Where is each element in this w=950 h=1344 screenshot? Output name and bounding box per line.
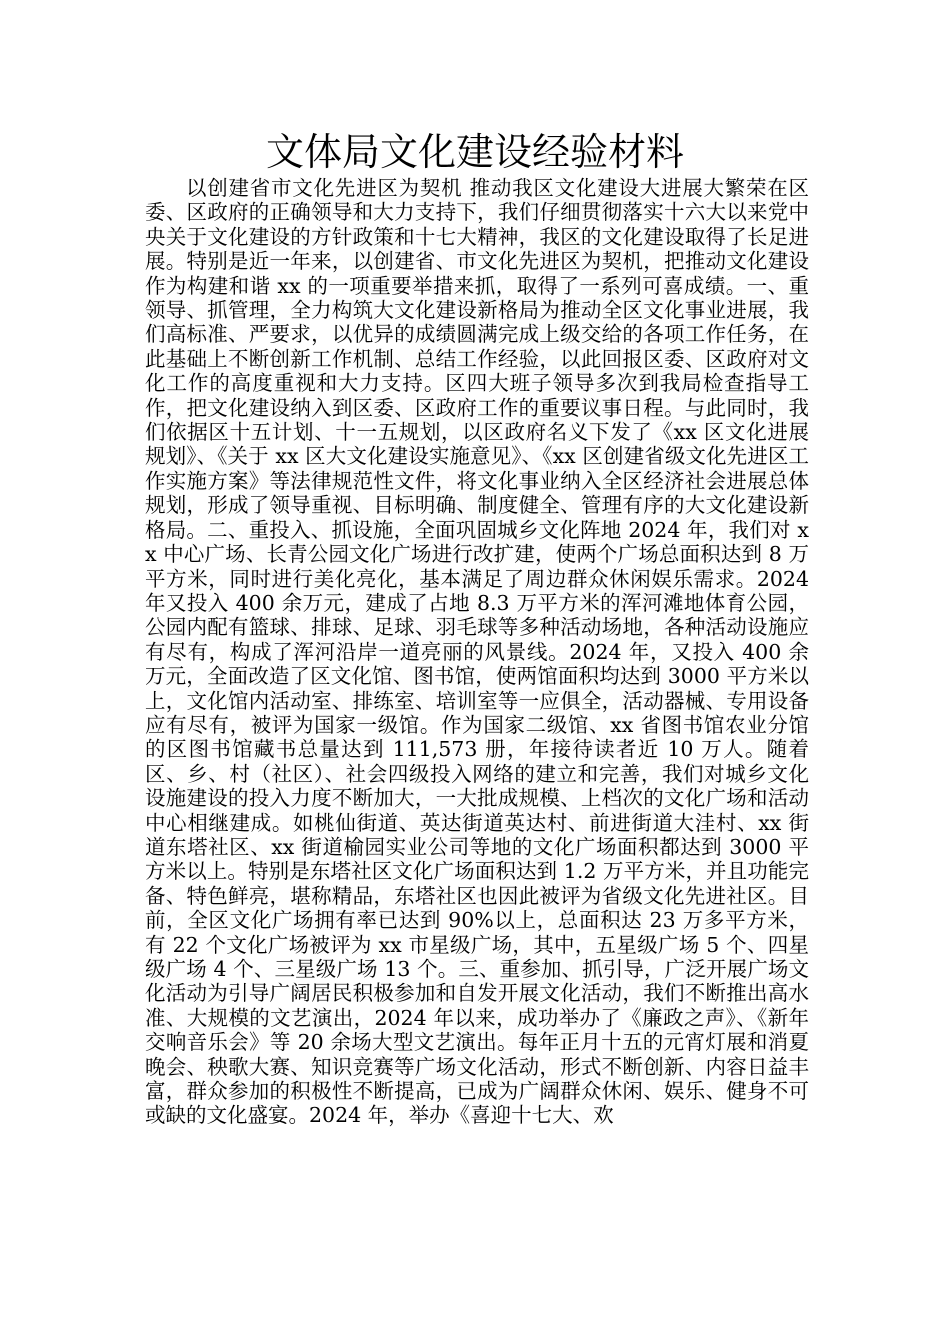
document-body-text: 以创建省市文化先进区为契机 推动我区文化建设大进展大繁荣在区委、区政府的正确领导和大力支持下，我们仔细贯彻落实十六大以来党中央关于文化建设的方针政策和十七大精神，我区的文化建设取得了长足进展。特别是近一年来，以创建省、市文化先进区为契机，把推动文化建设作为构建和谐 xx 的一项重要举措来抓，取得了一系列可喜成绩。一、重领导、抓管理，全力构筑大文化建设新格局为推动全区文化事业进展，我们高标准、严要求，以优异的成绩圆满完成上级交给的各项工作任务，在此基础上不断创新工作机制、总结工作经验，以此回报区委、区政府对文化工作的高度重视和大力支持。区四大班子领导多次到我局检查指导工作，把文化建设纳入到区委、区政府工作的重要议事日程。与此同时，我们依据区十五计划、十一五规划，以区政府名义下发了《xx 区文化进展规划》、《关于 xx 区大文化建设实施意见》、《xx 区创建省级文化先进区工作实施方案》等法律规范性文件，将文化事业纳入全区经济社会进展总体规划，形成了领导重视、目标明确、制度健全、管理有序的大文化建设新格局。二、重投入、抓设施，全面巩固城乡文化阵地 2024 年，我们对 xx 中心广场、长青公园文化广场进行改扩建，使两个广场总面积达到 8 万平方米，同时进行美化亮化，基本满足了周边群众休闲娱乐需求。2024 年又投入 400 余万元，建成了占地 8.3 万平方米的浑河滩地体育公园，公园内配有篮球、排球、足球、羽毛球等多种活动场地，各种活动设施应有尽有，构成了浑河沿岸一道亮丽的风景线。2024 年，又投入 400 余万元，全面改造了区文化馆、图书馆，使两馆面积均达到 3000 平方米以上，文化馆内活动室、排练室、培训室等一应俱全，活动器械、专用设备应有尽有，被评为国家一级馆。作为国家二级馆、xx 省图书馆农业分馆的区图书馆藏书总量达到 111,573 册，年接待读者近 10 万人。随着区、乡、村（社区）、社会四级投入网络的建立和完善，我们对城乡文化设施建设的投入力度不断加大，一大批成规模、上档次的文化广场和活动中心相继建成。如桃仙街道、英达街道英达村、前进街道大洼村、xx 街道东塔社区、xx 街道榆园实业公司等地的文化广场面积都达到 3000 平方米以上。特别是东塔社区文化广场面积达到 1.2 万平方米，并且功能完备、特色鲜亮，堪称精品，东塔社区也因此被评为省级文化先进社区。目前，全区文化广场拥有率已达到 90%以上，总面积达 23 万多平方米，有 22 个文化广场被评为 xx 市星级广场，其中，五星级广场 5 个、四星级广场 4 个、三星级广场 13 个。三、重参加、抓引导，广泛开展广场文化活动为引导广阔居民积极参加和自发开展文化活动，我们不断推出高水准、大规模的文艺演出，2024 年以来，成功举办了《廉政之声》、《新年交响音乐会》等 20 余场大型文艺演出。每年正月十五的元宵灯展和消夏晚会、秧歌大赛、知识竞赛等广场文化活动，形式不断创新、内容日益丰富，群众参加的积极性不断提高，已成为广阔群众休闲、娱乐、健身不可或缺的文化盛宴。2024 年，举办《喜迎十七大、欢 — [145, 176, 809, 1128]
document-title: 文体局文化建设经验材料 — [265, 130, 684, 174]
